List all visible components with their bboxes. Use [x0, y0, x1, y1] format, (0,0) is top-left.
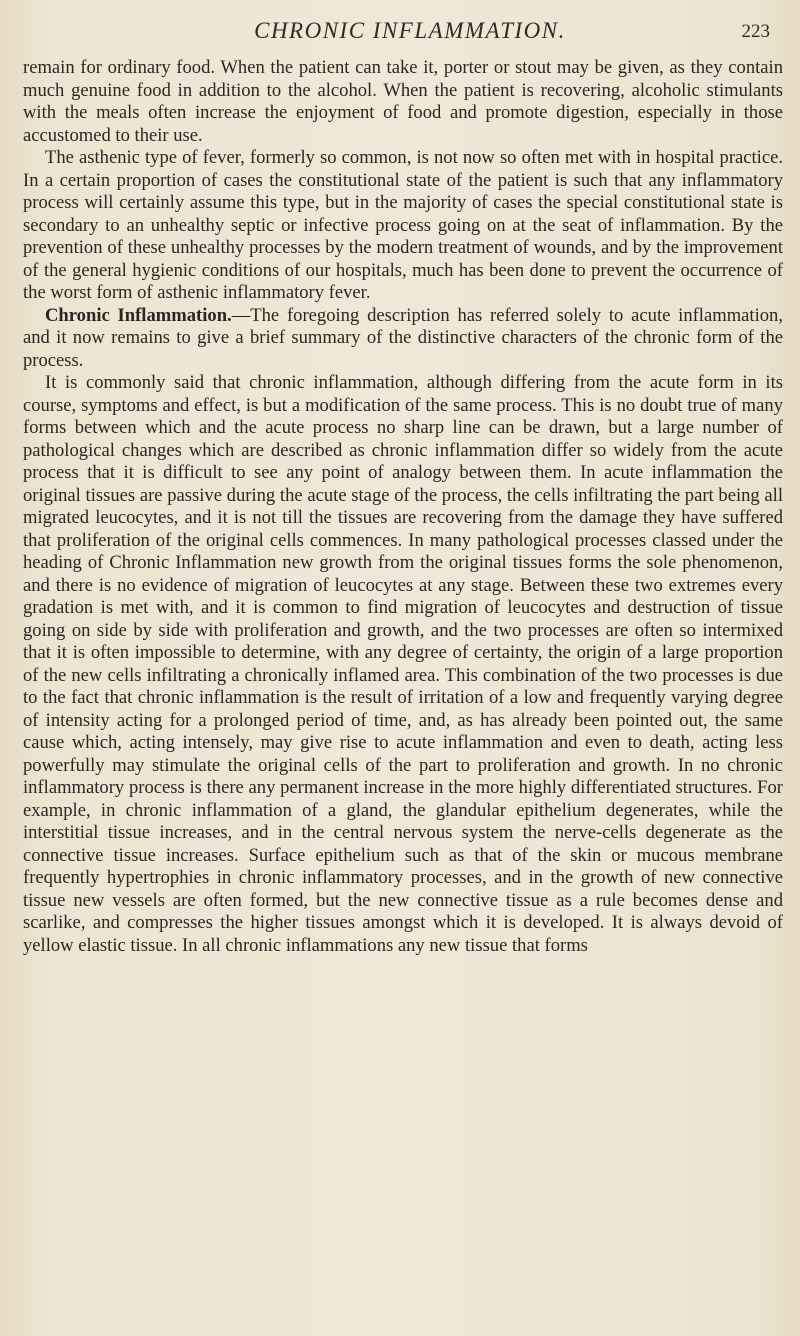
section-heading: Chronic Inflammation.	[45, 304, 232, 326]
page-number: 223	[741, 21, 770, 42]
running-head	[40, 8, 780, 48]
paragraph-continued: remain for ordinary food. When the patient can take it, porter or stout may be given, as they contain much genuine food in addition to the alcohol. When the patient is recovering, alcoholic stimulants with the meals often increase the enjoyment of food and promote digestion, especially in those accustomed to their use.	[23, 57, 783, 146]
paragraph-chronic-vs-acute: It is commonly said that chronic inflammation, although differing from the acute form in its course, symptoms and effect, is but a modification of the same process. This is no doubt true of many forms between which and the acute process no sharp line can be drawn, but a large number of pathological changes which are described as chronic inflammation differ so widely from the acute process that it is difficult to see any point of analogy between them. In acute inflammation the original tissues are passive during the acute stage of the process, the cells infiltrating the part being all migrated leucocytes, and it is not till the tissues are recovering from the damage they have suffered that proliferation of the original cells commences. In many pathological processes classed under the heading of Chronic Inflammation new growth from the original tissues forms the sole phenomenon, and there is no evidence of migration of leucocytes at any stage. Between these two extremes every gradation is met with, and it is common to find migration of leucocytes and destruction of tissue going on side by side with proliferation and growth, and the two processes are often so intermixed that it is often impossible to determine, with any degree of certainty, the origin of a large proportion of the new cells infiltrating a chronically inflamed area. This combination of the two processes is due to the fact that chronic inflammation is the result of irritation of a low and frequently varying degree of intensity acting for a prolonged period of time, and, as has already been pointed out, the same cause which, acting intensely, may give rise to acute inflammation and even to death, acting less powerfully may stimulate the original cells of the part to proliferation and growth. In no chronic inflammatory process is there any permanent increase in the more highly differentiated structures. For example, in chronic inflammation of a gland, the glandular epithelium degenerates, while the interstitial tissue increases, and in the central nervous system the nerve-cells degenerate as the connective tissue increases. Surface epithelium such as that of the skin or mucous membrane frequently hypertrophies in chronic inflammatory processes, and in the growth of new connective tissue new vessels are often formed, but the new connective tissue as a rule becomes dense and scarlike, and compresses the higher tissues amongst which it is developed. It is always devoid of yellow elastic tissue. In all chronic inflammations any new tissue that forms	[23, 372, 783, 956]
paragraph-chronic-inflammation-intro	[23, 305, 783, 373]
paragraph-asthenic-fever: The asthenic type of fever, formerly so common, is not now so often met with in hospital practice. In a certain proportion of cases the constitutional state of the patient is such that any inflammatory process will certainly assume this type, but in the majority of cases the special constitutional state is secondary to an unhealthy septic or infective process going on at the seat of inflammation. By the prevention of these unhealthy processes by the modern treatment of wounds, and by the improvement of the general hygienic conditions of our hospitals, much has been done to prevent the occurrence of the worst form of asthenic inflammatory fever.	[23, 147, 783, 303]
running-title: CHRONIC INFLAMMATION.	[254, 18, 566, 43]
body-text	[23, 57, 783, 957]
paragraph-chronic-inflammation-text: —The foregoing description has referred solely to acute inflammation, and it now remains to give a brief summary of the distinctive characters of the chronic form of the process.	[23, 304, 783, 371]
